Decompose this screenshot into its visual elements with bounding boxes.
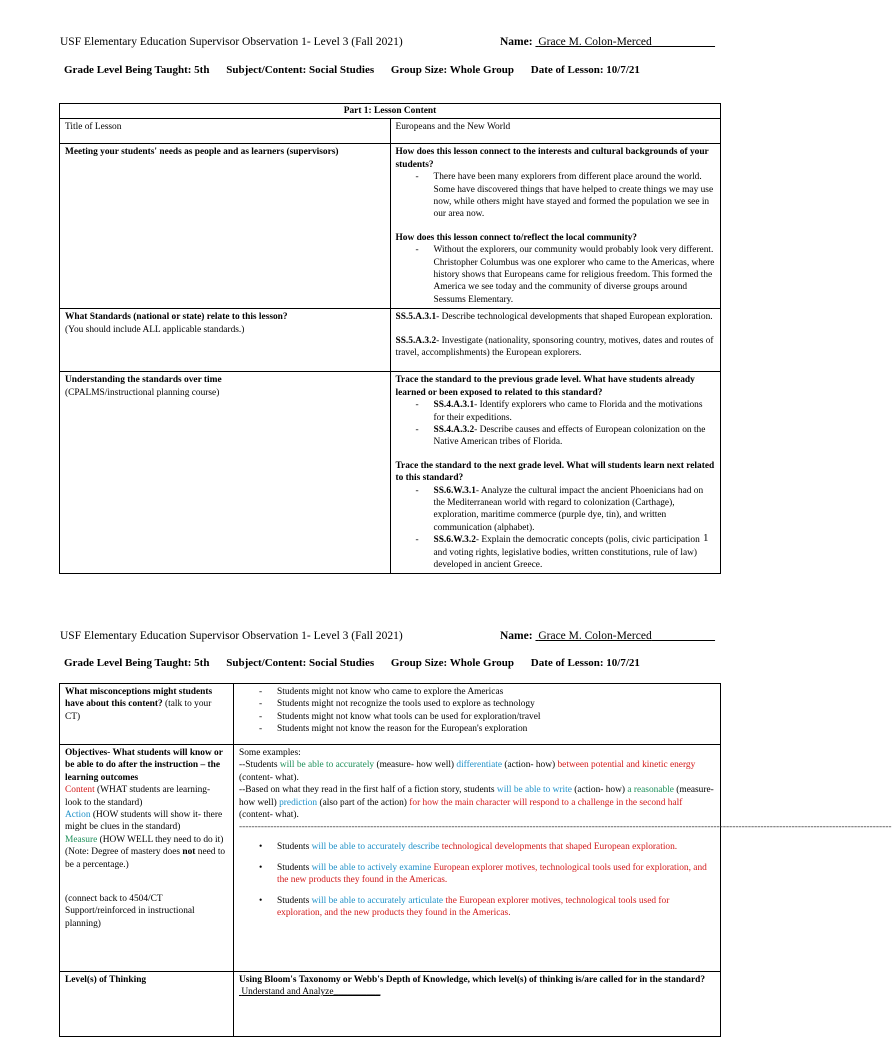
objectives-label-cell xyxy=(60,745,234,972)
part-title: Part 1: Lesson Content xyxy=(60,104,721,119)
levels-answer: Understand and Analyze__________ xyxy=(241,987,381,998)
standards-label: What Standards (national or state) relate to this lesson? xyxy=(65,312,288,323)
levels-label: Level(s) of Thinking xyxy=(60,972,234,1037)
subject: Subject/Content: Social Studies xyxy=(226,64,375,76)
table-row xyxy=(60,745,721,972)
table-row xyxy=(60,372,721,574)
needs-cell xyxy=(390,144,721,309)
page2-subheader xyxy=(64,657,724,669)
list-item: • Students will be able to actively examine European explorer motives, technological tools used for exploration, and the new products they found in the Americas. xyxy=(259,862,715,887)
table-row xyxy=(60,684,721,745)
standards-label-cell xyxy=(60,309,391,372)
needs-label: Meeting your students' needs as people and as learners (supervisors) xyxy=(60,144,391,309)
divider: ----------------------------------------------------------------------------------------------------------------------------------------------------------------------------------------------------------------- xyxy=(239,822,892,833)
grade-level: Grade Level Being Taught: 5th xyxy=(64,657,210,669)
misconceptions-note: (talk to your CT) xyxy=(65,699,212,722)
understanding-cell xyxy=(390,372,721,574)
lesson-date: Date of Lesson: 10/7/21 xyxy=(530,657,640,669)
list-item: - SS.4.A.3.1- Identify explorers who came to Florida and the motivations for their expeditions. xyxy=(416,399,716,424)
objective-content-key: Content (WHAT students are learning- look to the standard) xyxy=(65,785,211,808)
example-1: --Students will be able to accurately (measure- how well) differentiate (action- how) between potential and kinetic energy (content- what). xyxy=(239,760,696,783)
objectives-cell xyxy=(234,745,892,972)
example-2: --Based on what they read in the first half of a fiction story, students will be able to write (action- how) a reasonable (measure- how well) prediction (also part of the action) for how the main character will respond to a challenge in the second half (content- what). xyxy=(239,785,714,821)
list-item: - Students might not know the reason for the European's exploration xyxy=(259,723,715,735)
objective-connect-note: (connect back to 4504/CT Support/reinforced in instructional planning) xyxy=(65,894,195,929)
list-item: - Students might not recognize the tools used to explore as technology xyxy=(259,698,715,710)
next-grade-question: Trace the standard to the next grade level. What will students learn next related to this standard? xyxy=(395,460,715,484)
misconceptions-label: What misconceptions might students have about this content? xyxy=(65,687,213,710)
needs-question-1: How does this lesson connect to the interests and cultural backgrounds of your students? xyxy=(395,147,709,170)
needs-answer-1: - There have been many explorers from different place around the world. Some have discovered things that have helped to create things we may use now, while others might have stayed and formed the population we see in our area now. xyxy=(416,171,716,221)
grade-level: Grade Level Being Taught: 5th xyxy=(64,64,210,76)
page1-subheader xyxy=(64,64,724,76)
understanding-label: Understanding the standards over time xyxy=(65,375,222,386)
list-item: • Students will be able to accurately describe technological developments that shaped European exploration. xyxy=(259,841,715,853)
objective-measure-key: Measure (HOW WELL they need to do it) xyxy=(65,834,224,845)
group-size: Group Size: Whole Group xyxy=(390,64,515,76)
page-number: 1 xyxy=(703,532,709,544)
levels-cell xyxy=(234,972,721,1037)
objective-mastery-note: (Note: Degree of mastery does not need to be a percentage.) xyxy=(65,847,226,870)
group-size: Group Size: Whole Group xyxy=(390,657,515,669)
title-label: Title of Lesson xyxy=(60,119,391,144)
list-item: - SS.6.W.3.1- Analyze the cultural impact the ancient Phoenicians had on the Mediterranean world with regard to colonization (Carthage), exploration, maritime commerce (purple dye, tin), and written communication (alphabet). xyxy=(416,485,716,535)
list-item: • Students will be able to accurately articulate the European explorer motives, technological tools used for exploration, and the new products they found in the Americas. xyxy=(259,895,715,920)
table-row xyxy=(60,309,721,372)
objectives-label: Objectives- What students will know or be able to do after the instruction – the learning outcomes xyxy=(65,748,223,783)
understanding-label-cell xyxy=(60,372,391,574)
table-row xyxy=(60,119,721,144)
list-item: - Students might not know who came to explore the Americas xyxy=(259,686,715,698)
lesson-date: Date of Lesson: 10/7/21 xyxy=(530,64,640,76)
misconceptions-cell xyxy=(234,684,721,745)
misconceptions-label-cell xyxy=(60,684,234,745)
doc-title: USF Elementary Education Supervisor Observation 1- Level 3 (Fall 2021) xyxy=(60,630,403,642)
examples-title: Some examples: xyxy=(239,748,301,758)
standards-cell xyxy=(390,309,721,372)
table-row xyxy=(60,144,721,309)
previous-grade-question: Trace the standard to the previous grade level. What have students already learned or been exposed to related to this standard? xyxy=(395,375,695,398)
list-item: - SS.4.A.3.2- Describe causes and effects of European colonization on the Native American tribes of Florida. xyxy=(416,424,716,449)
levels-question: Using Bloom's Taxonomy or Webb's Depth of Knowledge, which level(s) of thinking is/are called for in the standard? xyxy=(239,975,706,985)
needs-answer-2: - Without the explorers, our community would probably look very different. Christopher Columbus was one explorer who came to the Americas, where history shows that Europeans came for religious freedom. This formed the America we see today and the community of diverse groups around Sessums Elementary. xyxy=(416,244,716,306)
list-item: - Students might not know what tools can be used for exploration/travel xyxy=(259,711,715,723)
table-row xyxy=(60,972,721,1037)
name-value: Grace M. Colon-Merced___________ xyxy=(538,36,715,48)
understanding-note: (CPALMS/instructional planning course) xyxy=(65,387,220,398)
title-value: Europeans and the New World xyxy=(390,119,721,144)
standards-note: (You should include ALL applicable standards.) xyxy=(65,324,245,335)
table-row xyxy=(60,104,721,119)
lesson-content-table xyxy=(59,103,721,574)
doc-title: USF Elementary Education Supervisor Observation 1- Level 3 (Fall 2021) xyxy=(60,36,403,48)
name-field: Name: Grace M. Colon-Merced___________ xyxy=(500,630,715,642)
objective-action-key: Action (HOW students will show it- there might be clues in the standard) xyxy=(65,810,223,833)
standard-1: SS.5.A.3.1- Describe technological developments that shaped European exploration. xyxy=(395,312,713,323)
subject: Subject/Content: Social Studies xyxy=(226,657,375,669)
needs-question-2: How does this lesson connect to/reflect the local community? xyxy=(395,232,637,243)
standard-2: SS.5.A.3.2- Investigate (nationality, sponsoring country, motives, dates and routes of travel, accomplishments) the European explorers. xyxy=(395,335,714,359)
list-item: - SS.6.W.3.2- Explain the democratic concepts (polis, civic participation and voting rights, legislative bodies, written constitutions, rule of law) developed in ancient Greece. xyxy=(416,534,716,571)
objectives-table xyxy=(59,683,892,1037)
name-field: Name: Grace M. Colon-Merced___________ xyxy=(500,36,715,48)
name-value: Grace M. Colon-Merced___________ xyxy=(538,630,715,642)
